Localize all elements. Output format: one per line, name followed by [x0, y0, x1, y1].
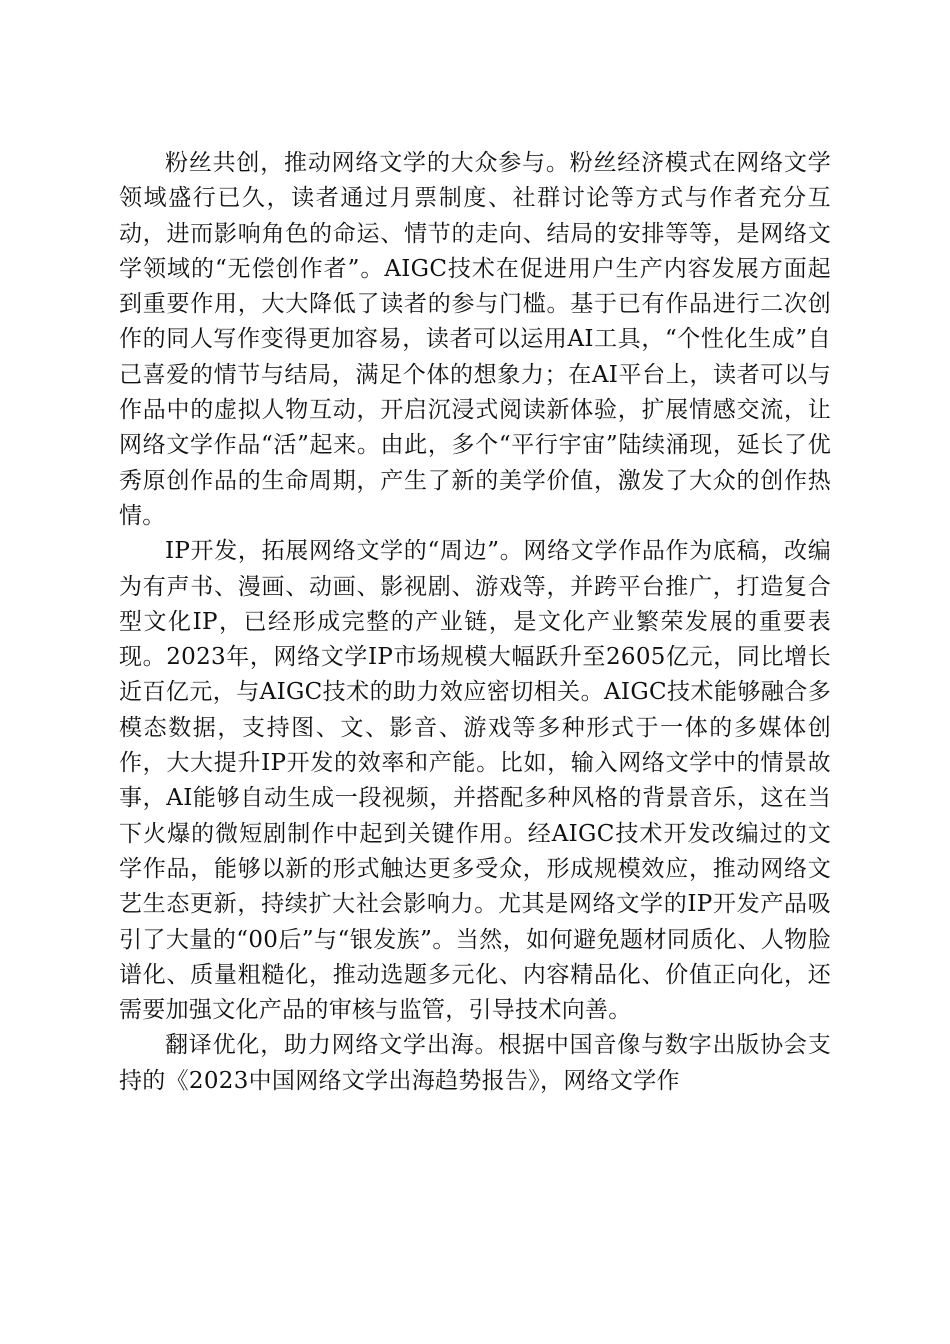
paragraph-fan-co-creation: 粉丝共创，推动网络文学的大众参与。粉丝经济模式在网络文学领域盛行已久，读者通过月票制度、社群讨论等方式与作者充分互动，进而影响角色的命运、情节的走向、结局的安排等等，是网络文学领域的“无偿创作者”。AIGC技术在促进用户生产内容发展方面起到重要作用，大大降低了读者的参与门槛。基于已有作品进行二次创作的同人写作变得更加容易，读者可以运用AI工具，“个性化生成”自己喜爱的情节与结局，满足个体的想象力；在AI平台上，读者可以与作品中的虚拟人物互动，开启沉浸式阅读新体验，扩展情感交流，让网络文学作品“活”起来。由此，多个“平行宇宙”陆续涌现，延长了优秀原创作品的生命周期，产生了新的美学价值，激发了大众的创作热情。 — [119, 150, 831, 529]
document-body — [119, 146, 831, 1099]
paragraph-ip-development: IP开发，拓展网络文学的“周边”。网络文学作品作为底稿，改编为有声书、漫画、动画、影视剧、游戏等，并跨平台推广，打造复合型文化IP，已经形成完整的产业链，是文化产业繁荣发展的重要表现。2023年，网络文学IP市场规模大幅跃升至2605亿元，同比增长近百亿元，与AIGC技术的助力效应密切相关。AIGC技术能够融合多模态数据，支持图、文、影音、游戏等多种形式于一体的多媒体创作，大大提升IP开发的效率和产能。比如，输入网络文学中的情景故事，AI能够自动生成一段视频，并搭配多种风格的背景音乐，这在当下火爆的微短剧制作中起到关键作用。经AIGC技术开发改编过的文学作品，能够以新的形式触达更多受众，形成规模效应，推动网络文艺生态更新，持续扩大社会影响力。尤其是网络文学的IP开发产品吸引了大量的“00后”与“银发族”。当然，如何避免题材同质化、人物脸谱化、质量粗糙化，推动选题多元化、内容精品化、价值正向化，还需要加强文化产品的审核与监管，引导技术向善。 — [119, 538, 831, 1024]
paragraph-translation: 翻译优化，助力网络文学出海。根据中国音像与数字出版协会支持的《2023中国网络文学出海趋势报告》，网络文学作 — [119, 1032, 831, 1094]
